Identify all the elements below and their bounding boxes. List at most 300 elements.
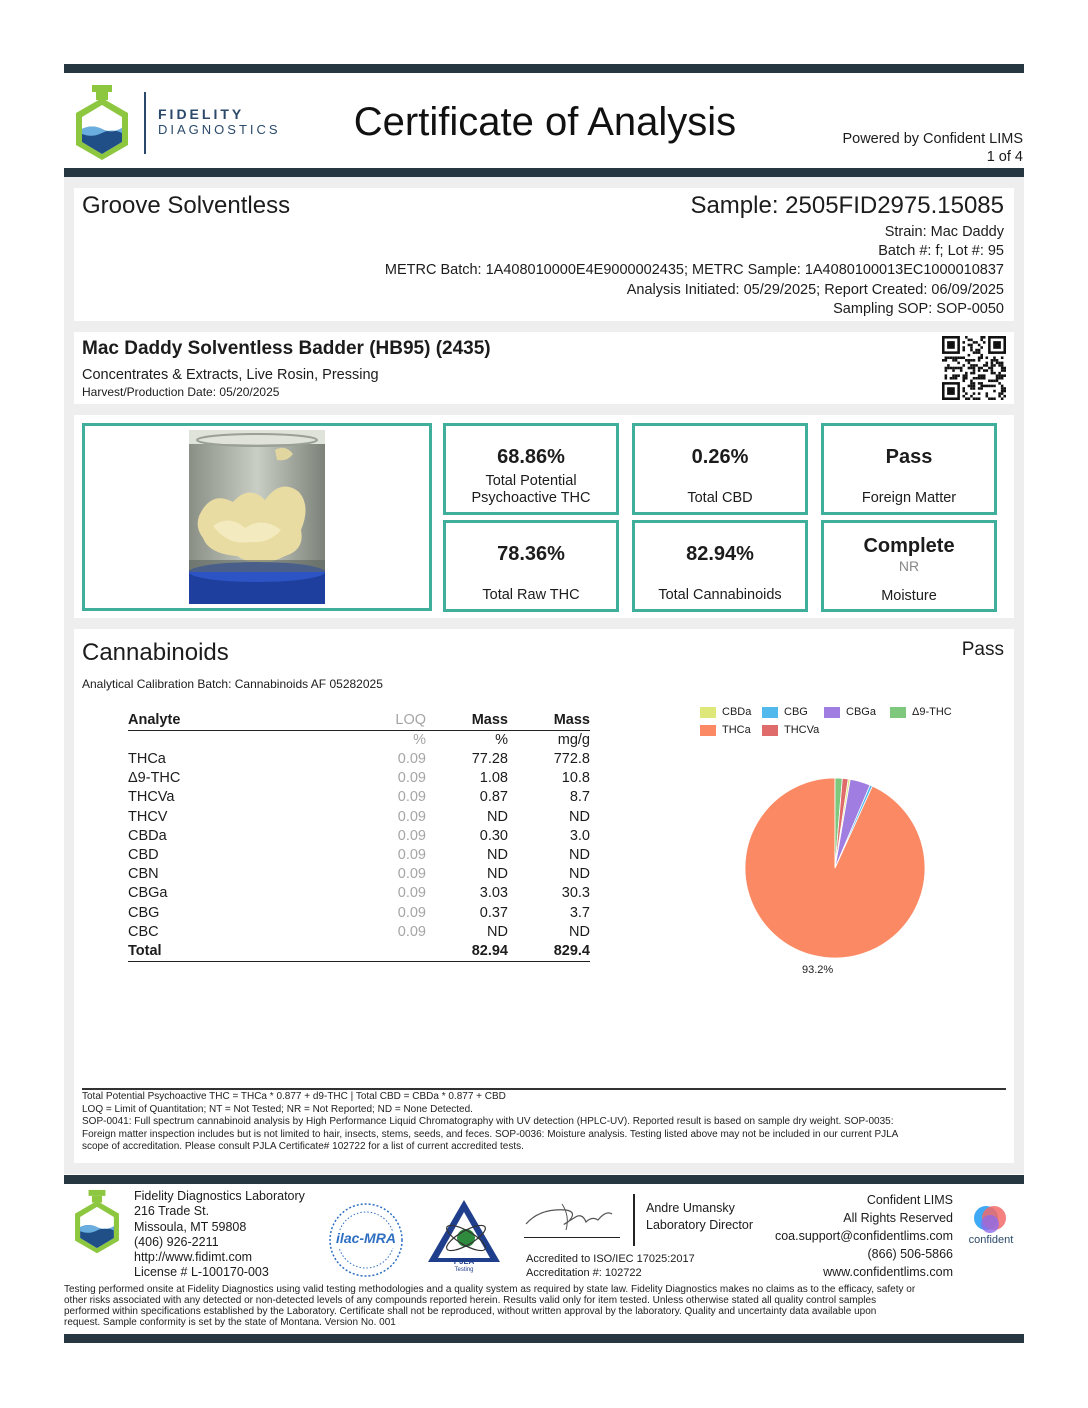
brand-sub: DIAGNOSTICS — [158, 122, 281, 137]
lab-address — [134, 1189, 305, 1281]
sample-photo-frame — [82, 423, 432, 611]
qr-module — [980, 356, 983, 359]
qr-module — [996, 374, 999, 377]
tile-sub: NR — [898, 558, 920, 574]
harvest-date: Harvest/Production Date: 05/20/2025 — [82, 385, 280, 399]
analyte-cell: CBN — [128, 866, 159, 883]
qr-module — [978, 397, 981, 400]
qr-module — [970, 387, 973, 390]
legend-label: CBGa — [846, 706, 876, 719]
qr-module — [978, 349, 981, 352]
lab-license: License # L-100170-003 — [134, 1265, 269, 1280]
note-line: SOP-0041: Full spectrum cannabinoid analysis by High Performance Liquid Chromatography with UV detection (HPLC-UV). Reported result is based on sample dry weight. SOP-0035: — [82, 1116, 894, 1127]
product-name: Mac Daddy Solventless Badder (HB95) (2435) — [82, 338, 491, 359]
unit-blank — [128, 731, 368, 751]
qr-module — [968, 344, 971, 347]
analyte-cell: Δ9-THC — [128, 770, 181, 787]
signature — [522, 1196, 622, 1236]
qr-module — [945, 374, 948, 377]
tile-label: Total CBD — [687, 490, 753, 506]
mass-mg-cell: 30.3 — [561, 885, 590, 902]
qr-module — [980, 339, 983, 342]
mass-mg-cell: 3.7 — [569, 904, 590, 921]
signature-line — [524, 1237, 620, 1238]
confident-phone: (866) 506-5866 — [867, 1247, 953, 1261]
qr-module — [970, 349, 973, 352]
qr-code-icon — [942, 336, 1006, 400]
confident-wordmark: confident — [968, 1234, 1014, 1246]
qr-module — [1001, 367, 1004, 370]
qr-module — [962, 374, 965, 377]
table-row — [128, 750, 590, 769]
qr-module — [947, 387, 955, 395]
qr-module — [991, 380, 994, 383]
qr-module — [965, 377, 968, 380]
table-row — [128, 923, 590, 942]
qr-module — [970, 385, 973, 388]
qr-module — [962, 364, 965, 367]
qr-module — [993, 397, 996, 400]
tile-label: Total Potential — [485, 473, 577, 489]
analyte-cell: CBDa — [128, 827, 167, 844]
qr-module — [980, 374, 983, 377]
qr-module — [965, 372, 968, 375]
top-bar — [64, 64, 1024, 73]
table-row — [128, 846, 590, 865]
qr-module — [975, 397, 978, 400]
qr-module — [947, 367, 950, 370]
qr-module — [996, 377, 999, 380]
legend-swatch — [700, 707, 716, 718]
lab-website[interactable]: http://www.fidimt.com — [134, 1250, 253, 1265]
legend-label: THCa — [722, 724, 751, 737]
qr-module — [955, 359, 958, 362]
qr-module — [986, 395, 989, 398]
tile-value: 68.86% — [497, 446, 565, 468]
qr-module — [1003, 387, 1006, 390]
qr-module — [962, 346, 965, 349]
legend-label: CBDa — [722, 706, 752, 719]
qr-module — [1003, 395, 1006, 398]
qr-module — [1001, 385, 1004, 388]
qr-module — [980, 346, 983, 349]
qr-module — [945, 369, 948, 372]
col-analyte: Analyte — [128, 711, 368, 731]
col-mass-pct: Mass — [426, 711, 508, 731]
tile-total-thc — [443, 423, 619, 515]
legend-swatch — [762, 707, 778, 718]
mass-pct-cell: 1.08 — [479, 770, 508, 787]
legend-item — [824, 706, 876, 718]
pjla-text: PJLA — [453, 1257, 475, 1266]
qr-module — [991, 372, 994, 375]
table-header — [128, 711, 590, 731]
qr-module — [960, 356, 963, 359]
qr-module — [973, 387, 976, 390]
mass-mg-cell: 772.8 — [553, 751, 590, 768]
qr-module — [968, 367, 971, 370]
qr-module — [970, 346, 973, 349]
tile-value: Pass — [885, 446, 933, 468]
qr-module — [950, 377, 953, 380]
qr-module — [996, 362, 999, 365]
qr-module — [970, 382, 973, 385]
tile-moisture — [821, 520, 997, 612]
accreditation-number: Accreditation #: 102722 — [526, 1267, 642, 1279]
total-pct: 82.94 — [426, 942, 508, 962]
confident-info — [740, 1191, 953, 1281]
loq-cell: 0.09 — [397, 751, 426, 768]
qr-module — [1001, 369, 1004, 372]
table-row — [128, 788, 590, 807]
product-category: Concentrates & Extracts, Live Rosin, Pressing — [82, 367, 379, 383]
disclaimer — [64, 1284, 1024, 1328]
cannabinoid-pie-chart — [735, 768, 935, 968]
qr-module — [993, 364, 996, 367]
qr-module — [973, 392, 976, 395]
mass-mg-cell: ND — [569, 923, 590, 940]
qr-module — [991, 397, 994, 400]
qr-module — [952, 356, 955, 359]
qr-code[interactable] — [942, 336, 1006, 400]
analysis-dates: Analysis Initiated: 05/29/2025; Report Created: 06/09/2025 — [626, 282, 1004, 298]
qr-module — [973, 367, 976, 370]
qr-module — [965, 392, 968, 395]
qr-module — [1003, 369, 1006, 372]
total-row — [128, 942, 590, 962]
qr-module — [957, 356, 960, 359]
mass-mg-cell: 10.8 — [561, 770, 590, 787]
qr-module — [991, 385, 994, 388]
qr-module — [947, 364, 950, 367]
accreditation-standard: Accredited to ISO/IEC 17025:2017 — [526, 1253, 695, 1265]
footer-bar — [64, 1175, 1024, 1184]
pjla-logo — [426, 1198, 502, 1278]
page-title: Certificate of Analysis — [353, 100, 737, 144]
section-title: Cannabinoids — [82, 639, 229, 666]
calibration-batch: Analytical Calibration Batch: Cannabinoids AF 05282025 — [82, 677, 383, 691]
qr-module — [991, 364, 994, 367]
tile-raw-thc — [443, 520, 619, 612]
qr-module — [1003, 374, 1006, 377]
tile-label: Moisture — [881, 588, 937, 604]
qr-module — [1001, 377, 1004, 380]
mass-pct-cell: 0.87 — [479, 789, 508, 806]
client-card — [74, 188, 1014, 321]
qr-module — [986, 362, 989, 365]
tile-value: Complete — [863, 535, 955, 557]
mass-mg-cell: ND — [569, 808, 590, 825]
signature-image — [522, 1196, 622, 1236]
pie-annotation: 93.2% — [802, 964, 834, 976]
qr-module — [998, 395, 1001, 398]
qr-module — [952, 359, 955, 362]
loq-cell: 0.09 — [397, 808, 426, 825]
client-name: Groove Solventless — [82, 192, 291, 219]
mass-pct-cell: 77.28 — [471, 751, 508, 768]
lab-phone: (406) 926-2211 — [134, 1234, 219, 1249]
qr-module — [952, 369, 955, 372]
qr-module — [1001, 392, 1004, 395]
qr-module — [968, 359, 971, 362]
qr-module — [965, 397, 968, 400]
section-status: Pass — [961, 639, 1004, 660]
mass-mg-cell: 3.0 — [569, 827, 590, 844]
qr-module — [1001, 374, 1004, 377]
qr-module — [962, 349, 965, 352]
mass-pct-cell: 0.30 — [479, 827, 508, 844]
qr-module — [980, 367, 983, 370]
analyte-cell: CBGa — [128, 885, 168, 902]
qr-module — [955, 356, 958, 359]
qr-module — [970, 380, 973, 383]
qr-module — [962, 395, 965, 398]
notes-rule — [82, 1088, 1006, 1090]
note-line: Foreign matter inspection includes but is not limited to hair, insects, stems, seeds, and feces. SOP-0036: Moisture analysis. Testing listed above may not be included in our current PJLA — [82, 1128, 899, 1140]
tile-value: 82.94% — [686, 543, 754, 565]
qr-module — [998, 377, 1001, 380]
qr-module — [975, 364, 978, 367]
analyte-cell: CBG — [128, 904, 160, 921]
qr-module — [975, 349, 978, 352]
qr-module — [980, 354, 983, 357]
qr-module — [978, 387, 981, 390]
qr-module — [968, 339, 971, 342]
qr-module — [975, 377, 978, 380]
qr-module — [986, 385, 989, 388]
tile-total-cbd — [632, 423, 808, 515]
mass-pct-cell: 3.03 — [479, 885, 508, 902]
confident-logo-icon — [962, 1202, 1020, 1236]
qr-module — [983, 377, 986, 380]
qr-module — [991, 367, 994, 370]
mass-mg-cell: 8.7 — [569, 789, 590, 806]
qr-module — [1001, 362, 1004, 365]
mass-pct-cell: ND — [487, 808, 508, 825]
notes-block — [82, 1091, 1006, 1154]
qr-module — [978, 356, 981, 359]
brand-name: FIDELITY — [158, 106, 245, 122]
qr-module — [962, 377, 965, 380]
table-row — [128, 865, 590, 884]
qr-module — [983, 374, 986, 377]
qr-module — [962, 341, 965, 344]
qr-module — [988, 397, 991, 400]
batch-lot: Batch #: f; Lot #: 95 — [878, 243, 1004, 259]
pjla-icon — [426, 1198, 502, 1264]
fidelity-logo — [70, 84, 134, 162]
qr-module — [945, 367, 948, 370]
qr-module — [988, 380, 991, 383]
qr-module — [973, 382, 976, 385]
mass-mg-cell: ND — [569, 847, 590, 864]
qr-module — [978, 377, 981, 380]
powered-by: Powered by Confident LIMS — [842, 131, 1023, 147]
director-title: Laboratory Director — [646, 1218, 753, 1232]
qr-module — [952, 367, 955, 370]
qr-module — [970, 359, 973, 362]
col-loq: LOQ — [368, 711, 426, 731]
qr-module — [978, 351, 981, 354]
page-number: 1 of 4 — [986, 149, 1023, 165]
qr-module — [942, 359, 945, 362]
tile-foreign-matter — [821, 423, 997, 515]
legend-label: CBG — [784, 706, 808, 719]
qr-module — [968, 397, 971, 400]
qr-module — [991, 362, 994, 365]
tile-value: 0.26% — [691, 446, 749, 468]
analyte-cell: CBC — [128, 923, 159, 940]
qr-module — [1001, 390, 1004, 393]
disclaimer-line: performed within specifications established by the Laboratory. Certificate shall not be reproduced, without written approval by the laboratory. Quality and uncertainty data available upon — [64, 1306, 877, 1317]
qr-module — [980, 387, 983, 390]
qr-module — [945, 359, 948, 362]
cannabinoids-card — [74, 629, 1014, 1163]
qr-module — [975, 341, 978, 344]
table-row — [128, 904, 590, 923]
qr-module — [980, 385, 983, 388]
unit-loq: % — [413, 732, 426, 748]
mass-pct-cell: ND — [487, 866, 508, 883]
qr-module — [955, 377, 958, 380]
qr-module — [952, 377, 955, 380]
unit-mass-pct: % — [495, 732, 508, 748]
table-row — [128, 769, 590, 788]
qr-module — [947, 356, 950, 359]
qr-module — [998, 392, 1001, 395]
qr-module — [978, 367, 981, 370]
qr-module — [950, 356, 953, 359]
qr-module — [962, 387, 965, 390]
qr-module — [957, 374, 960, 377]
qr-module — [970, 339, 973, 342]
note-line: scope of accreditation. Please consult PJLA Certificate# 102722 for a list of current accredited tests. — [82, 1141, 524, 1152]
qr-module — [945, 377, 948, 380]
qr-module — [945, 356, 948, 359]
metrc-ids: METRC Batch: 1A408010000E4E9000002435; METRC Sample: 1A4080100013EC1000010837 — [384, 262, 1004, 278]
qr-module — [970, 395, 973, 398]
qr-module — [973, 369, 976, 372]
qr-module — [960, 369, 963, 372]
legend-swatch — [700, 725, 716, 736]
confident-email[interactable]: coa.support@confidentlims.com — [774, 1229, 953, 1243]
mass-mg-cell: ND — [569, 866, 590, 883]
director-name: Andre Umansky — [646, 1201, 735, 1215]
legend-label: THCVa — [784, 724, 820, 737]
qr-module — [983, 369, 986, 372]
loq-cell: 0.09 — [397, 904, 426, 921]
table-row — [128, 884, 590, 903]
product-card — [74, 332, 1014, 404]
unit-mass-mg: mg/g — [557, 732, 590, 748]
legend-swatch — [824, 707, 840, 718]
qr-module — [988, 385, 991, 388]
loq-cell: 0.09 — [397, 866, 426, 883]
cannabinoid-table — [128, 711, 590, 962]
qr-module — [975, 351, 978, 354]
disclaimer-line: Testing performed onsite at Fidelity Diagnostics using valid testing methodologies and a quality system as required by state law. Fidelity Diagnostics makes no claims as to the efficacy, safety or — [64, 1284, 916, 1295]
qr-module — [991, 359, 994, 362]
qr-module — [962, 380, 965, 383]
table-row — [128, 808, 590, 827]
qr-module — [993, 390, 996, 393]
qr-module — [973, 364, 976, 367]
legend-swatch — [762, 725, 778, 736]
qr-module — [998, 364, 1001, 367]
qr-module — [973, 341, 976, 344]
confident-rights: All Rights Reserved — [843, 1211, 953, 1225]
qr-module — [983, 341, 986, 344]
total-loq — [368, 942, 426, 962]
bottom-bar — [64, 1334, 1024, 1343]
qr-module — [996, 359, 999, 362]
qr-module — [998, 382, 1001, 385]
legend-item — [700, 706, 751, 718]
disclaimer-line: request. Sample conformity is set by the state of Montana. Version No. 001 — [64, 1317, 396, 1328]
qr-module — [986, 392, 989, 395]
qr-module — [973, 359, 976, 362]
qr-module — [986, 364, 989, 367]
qr-module — [950, 367, 953, 370]
qr-module — [952, 374, 955, 377]
qr-module — [980, 382, 983, 385]
qr-module — [968, 362, 971, 365]
qr-module — [978, 359, 981, 362]
confident-logo — [962, 1202, 1020, 1250]
loq-cell: 0.09 — [397, 847, 426, 864]
sample-id: Sample: 2505FID2975.15085 — [690, 192, 1004, 219]
sampling-sop: Sampling SOP: SOP-0050 — [833, 301, 1004, 317]
qr-module — [988, 367, 991, 370]
qr-module — [993, 341, 1001, 349]
qr-module — [998, 374, 1001, 377]
tile-total-cannabinoids — [632, 520, 808, 612]
accreditation — [526, 1252, 695, 1280]
mass-pct-cell: 0.37 — [479, 904, 508, 921]
footer-logo — [70, 1189, 124, 1255]
tile-label: Foreign Matter — [861, 490, 957, 506]
qr-module — [993, 359, 996, 362]
logo-divider — [144, 92, 146, 154]
flask-logo-icon — [70, 84, 134, 162]
confident-name: Confident LIMS — [866, 1193, 953, 1207]
qr-module — [973, 385, 976, 388]
qr-module — [973, 397, 976, 400]
loq-cell: 0.09 — [397, 923, 426, 940]
legend-item — [890, 706, 952, 718]
qr-module — [973, 351, 976, 354]
loq-cell: 0.09 — [397, 789, 426, 806]
col-mass-mg: Mass — [508, 711, 590, 731]
qr-module — [993, 372, 996, 375]
qr-module — [978, 392, 981, 395]
qr-module — [991, 369, 994, 372]
pjla-sub: Testing — [454, 1267, 474, 1273]
mass-pct-cell: ND — [487, 923, 508, 940]
qr-module — [1003, 367, 1006, 370]
qr-module — [998, 372, 1001, 375]
qr-module — [973, 377, 976, 380]
qr-module — [993, 356, 996, 359]
tile-label: Total Cannabinoids — [658, 587, 782, 603]
qr-module — [957, 362, 960, 365]
qr-module — [965, 336, 968, 339]
qr-module — [983, 336, 986, 339]
lab-name: Fidelity Diagnostics Laboratory — [134, 1189, 305, 1203]
flask-logo-icon — [70, 1189, 124, 1255]
loq-cell: 0.09 — [397, 827, 426, 844]
confident-website[interactable]: www.confidentlims.com — [823, 1265, 953, 1279]
